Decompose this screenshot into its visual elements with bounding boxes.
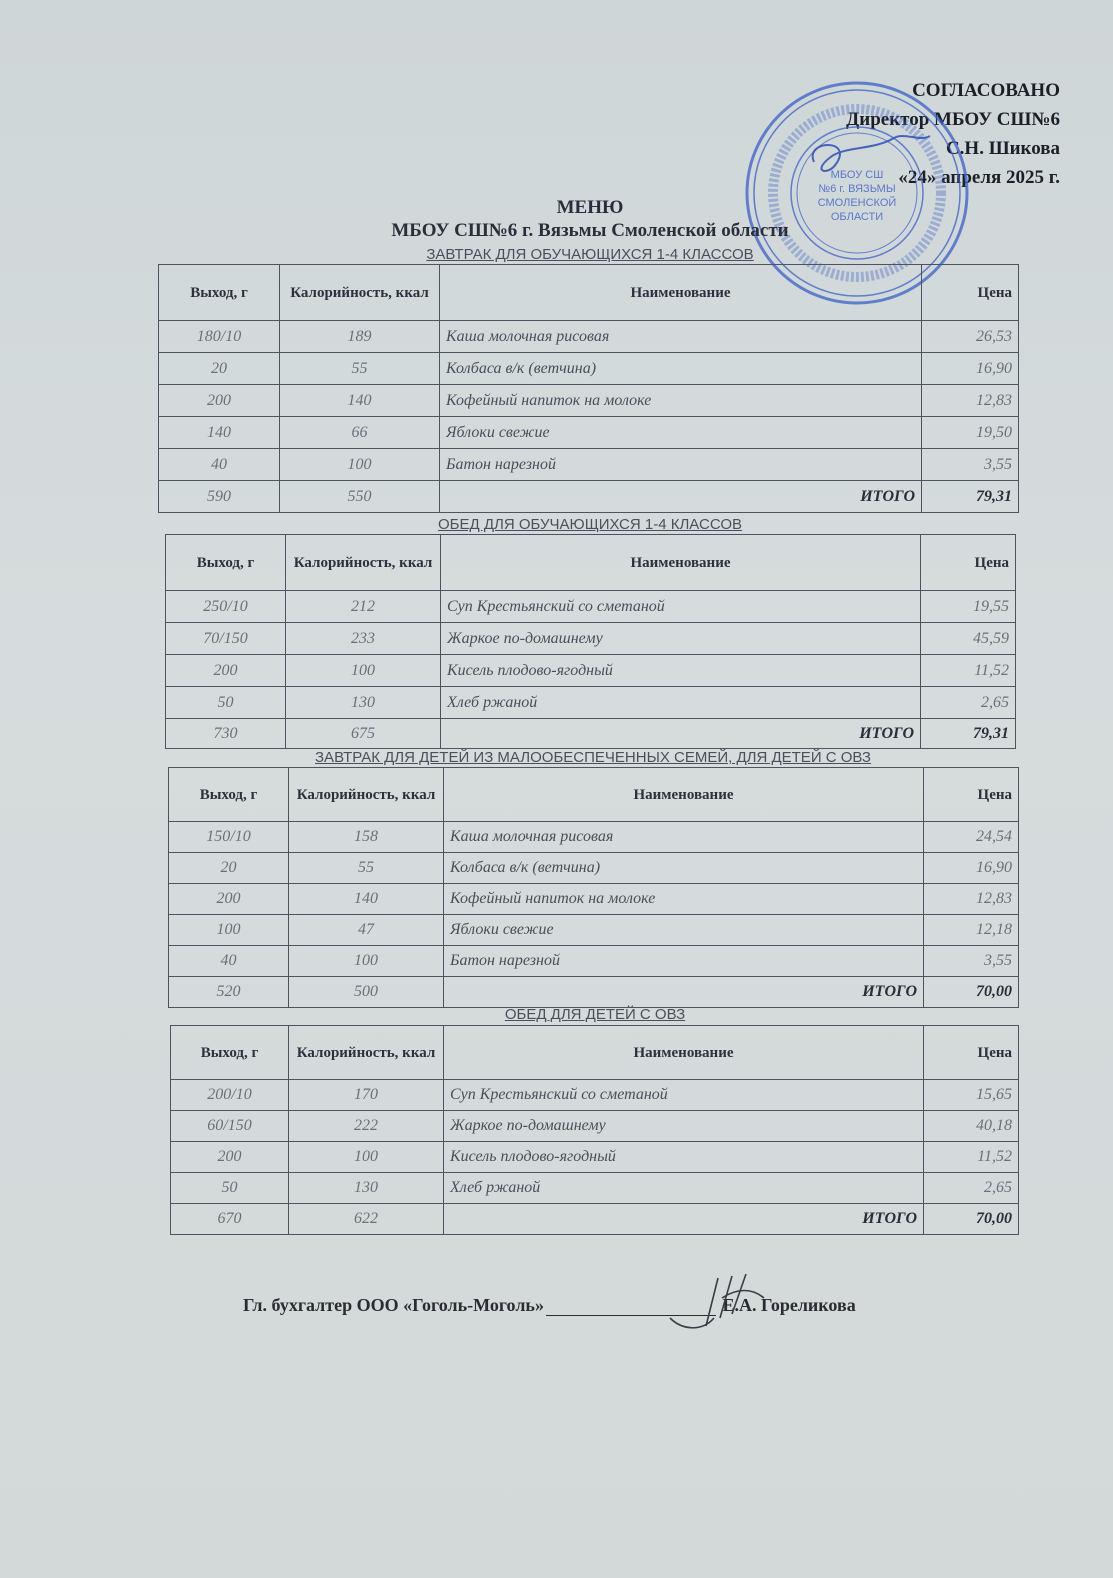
cell-calories: 130 [289,1173,444,1204]
cell-price: 2,65 [924,1173,1019,1204]
section-caption: ОБЕД ДЛЯ ДЕТЕЙ С ОВЗ [504,1006,686,1023]
column-header-name: Наименование [441,535,921,591]
cell-price: 26,53 [922,321,1019,353]
table-row [171,1142,1019,1173]
table-row [159,353,1019,385]
column-header-calories: Калорийность, ккал [286,535,441,591]
table-header-row [171,1026,1019,1080]
cell-calories: 100 [289,1142,444,1173]
approval-position: Директор МБОУ СШ№6 [846,109,1060,130]
column-header-calories: Калорийность, ккал [280,265,440,321]
table-row [171,1173,1019,1204]
cell-price: 40,18 [924,1111,1019,1142]
total-label: ИТОГО [441,719,921,749]
cell-name: Жаркое по-домашнему [444,1111,924,1142]
cell-name: Колбаса в/к (ветчина) [444,853,924,884]
approval-heading: СОГЛАСОВАНО [912,80,1060,101]
cell-output: 60/150 [171,1111,289,1142]
column-header-price: Цена [921,535,1016,591]
table-row [166,591,1016,623]
cell-output: 200 [159,385,280,417]
cell-output: 250/10 [166,591,286,623]
cell-price: 12,18 [924,915,1019,946]
cell-calories: 233 [286,623,441,655]
section-caption: ЗАВТРАК ДЛЯ ОБУЧАЮЩИХСЯ 1-4 КЛАССОВ [426,246,754,263]
cell-calories: 140 [289,884,444,915]
table-row [159,321,1019,353]
menu-table [165,534,1016,749]
total-price: 70,00 [924,1204,1019,1235]
table-row [169,946,1019,977]
footer-name: Е.А. Гореликова [722,1295,856,1315]
cell-name: Каша молочная рисовая [440,321,922,353]
approval-date: «24» апреля 2025 г. [898,167,1060,188]
table-row [169,884,1019,915]
total-label: ИТОГО [444,1204,924,1235]
cell-name: Жаркое по-домашнему [441,623,921,655]
cell-calories: 55 [289,853,444,884]
approval-name: С.Н. Шикова [945,138,1060,159]
cell-calories: 222 [289,1111,444,1142]
column-header-output: Выход, г [171,1026,289,1080]
column-header-output: Выход, г [169,768,289,822]
cell-name: Кисель плодово-ягодный [441,655,921,687]
cell-calories: 140 [280,385,440,417]
cell-output: 100 [169,915,289,946]
cell-price: 19,50 [922,417,1019,449]
stamp-line-2: №6 г. ВЯЗЬМЫ [818,183,896,195]
cell-name: Хлеб ржаной [444,1173,924,1204]
total-output: 730 [166,719,286,749]
cell-name: Колбаса в/к (ветчина) [440,353,922,385]
column-header-calories: Калорийность, ккал [289,1026,444,1080]
total-price: 79,31 [921,719,1016,749]
cell-name: Кисель плодово-ягодный [444,1142,924,1173]
footer-signature-line [243,1295,973,1316]
table-row [159,417,1019,449]
total-calories: 500 [289,977,444,1008]
cell-price: 3,55 [922,449,1019,481]
page-subtitle: МБОУ СШ№6 г. Вязьмы Смоленской области [391,220,789,241]
column-header-name: Наименование [440,265,922,321]
cell-name: Батон нарезной [440,449,922,481]
menu-table [170,1025,1019,1235]
table-row [166,655,1016,687]
table-header-row [159,265,1019,321]
cell-name: Каша молочная рисовая [444,822,924,853]
cell-price: 12,83 [924,884,1019,915]
column-header-output: Выход, г [166,535,286,591]
cell-price: 16,90 [922,353,1019,385]
total-row [159,481,1019,513]
column-header-name: Наименование [444,1026,924,1080]
total-calories: 622 [289,1204,444,1235]
table-row [169,853,1019,884]
stamp-line-3: СМОЛЕНСКОЙ [817,197,897,209]
cell-price: 12,83 [922,385,1019,417]
cell-price: 15,65 [924,1080,1019,1111]
total-output: 520 [169,977,289,1008]
total-output: 590 [159,481,280,513]
cell-price: 24,54 [924,822,1019,853]
column-header-calories: Калорийность, ккал [289,768,444,822]
cell-output: 40 [169,946,289,977]
cell-output: 200 [171,1142,289,1173]
cell-name: Суп Крестьянский со сметаной [441,591,921,623]
cell-calories: 212 [286,591,441,623]
cell-calories: 189 [280,321,440,353]
cell-name: Яблоки свежие [440,417,922,449]
total-calories: 675 [286,719,441,749]
total-price: 70,00 [924,977,1019,1008]
cell-name: Кофейный напиток на молоке [440,385,922,417]
cell-output: 40 [159,449,280,481]
cell-output: 180/10 [159,321,280,353]
cell-price: 11,52 [921,655,1016,687]
cell-calories: 100 [289,946,444,977]
total-output: 670 [171,1204,289,1235]
cell-calories: 158 [289,822,444,853]
cell-output: 200 [169,884,289,915]
cell-output: 50 [171,1173,289,1204]
footer-position: Гл. бухгалтер ООО «Гоголь-Моголь» [243,1295,544,1315]
cell-name: Кофейный напиток на молоке [444,884,924,915]
cell-price: 16,90 [924,853,1019,884]
cell-name: Хлеб ржаной [441,687,921,719]
page-title: МЕНЮ [556,197,624,218]
table-row [171,1111,1019,1142]
column-header-name: Наименование [444,768,924,822]
cell-calories: 130 [286,687,441,719]
cell-output: 70/150 [166,623,286,655]
cell-price: 45,59 [921,623,1016,655]
cell-price: 2,65 [921,687,1016,719]
cell-output: 20 [159,353,280,385]
handwritten-signature [662,1268,772,1338]
cell-name: Яблоки свежие [444,915,924,946]
table-row [166,687,1016,719]
menu-table [168,767,1019,1008]
section-caption: ЗАВТРАК ДЛЯ ДЕТЕЙ ИЗ МАЛООБЕСПЕЧЕННЫХ СЕМЕЙ, ДЛЯ ДЕТЕЙ С ОВЗ [315,749,871,766]
menu-table [158,264,1019,513]
cell-name: Батон нарезной [444,946,924,977]
table-row [169,822,1019,853]
stamp-line-4: ОБЛАСТИ [830,211,884,223]
cell-output: 20 [169,853,289,884]
table-header-row [169,768,1019,822]
cell-calories: 100 [286,655,441,687]
cell-output: 140 [159,417,280,449]
cell-output: 50 [166,687,286,719]
stamp-line-1: МБОУ СШ [830,169,884,181]
cell-price: 3,55 [924,946,1019,977]
table-row [166,623,1016,655]
cell-output: 150/10 [169,822,289,853]
table-row [169,915,1019,946]
cell-calories: 47 [289,915,444,946]
title-block [160,196,1020,242]
total-price: 79,31 [922,481,1019,513]
cell-calories: 66 [280,417,440,449]
total-row [166,719,1016,749]
cell-output: 200 [166,655,286,687]
section-caption: ОБЕД ДЛЯ ОБУЧАЮЩИХСЯ 1-4 КЛАССОВ [438,516,742,533]
column-header-price: Цена [924,768,1019,822]
total-calories: 550 [280,481,440,513]
cell-calories: 100 [280,449,440,481]
cell-price: 11,52 [924,1142,1019,1173]
table-row [159,385,1019,417]
total-row [169,977,1019,1008]
table-header-row [166,535,1016,591]
column-header-price: Цена [924,1026,1019,1080]
cell-output: 200/10 [171,1080,289,1111]
cell-calories: 170 [289,1080,444,1111]
table-row [159,449,1019,481]
cell-name: Суп Крестьянский со сметаной [444,1080,924,1111]
total-label: ИТОГО [440,481,922,513]
column-header-output: Выход, г [159,265,280,321]
cell-calories: 55 [280,353,440,385]
cell-price: 19,55 [921,591,1016,623]
column-header-price: Цена [922,265,1019,321]
total-label: ИТОГО [444,977,924,1008]
total-row [171,1204,1019,1235]
table-row [171,1080,1019,1111]
